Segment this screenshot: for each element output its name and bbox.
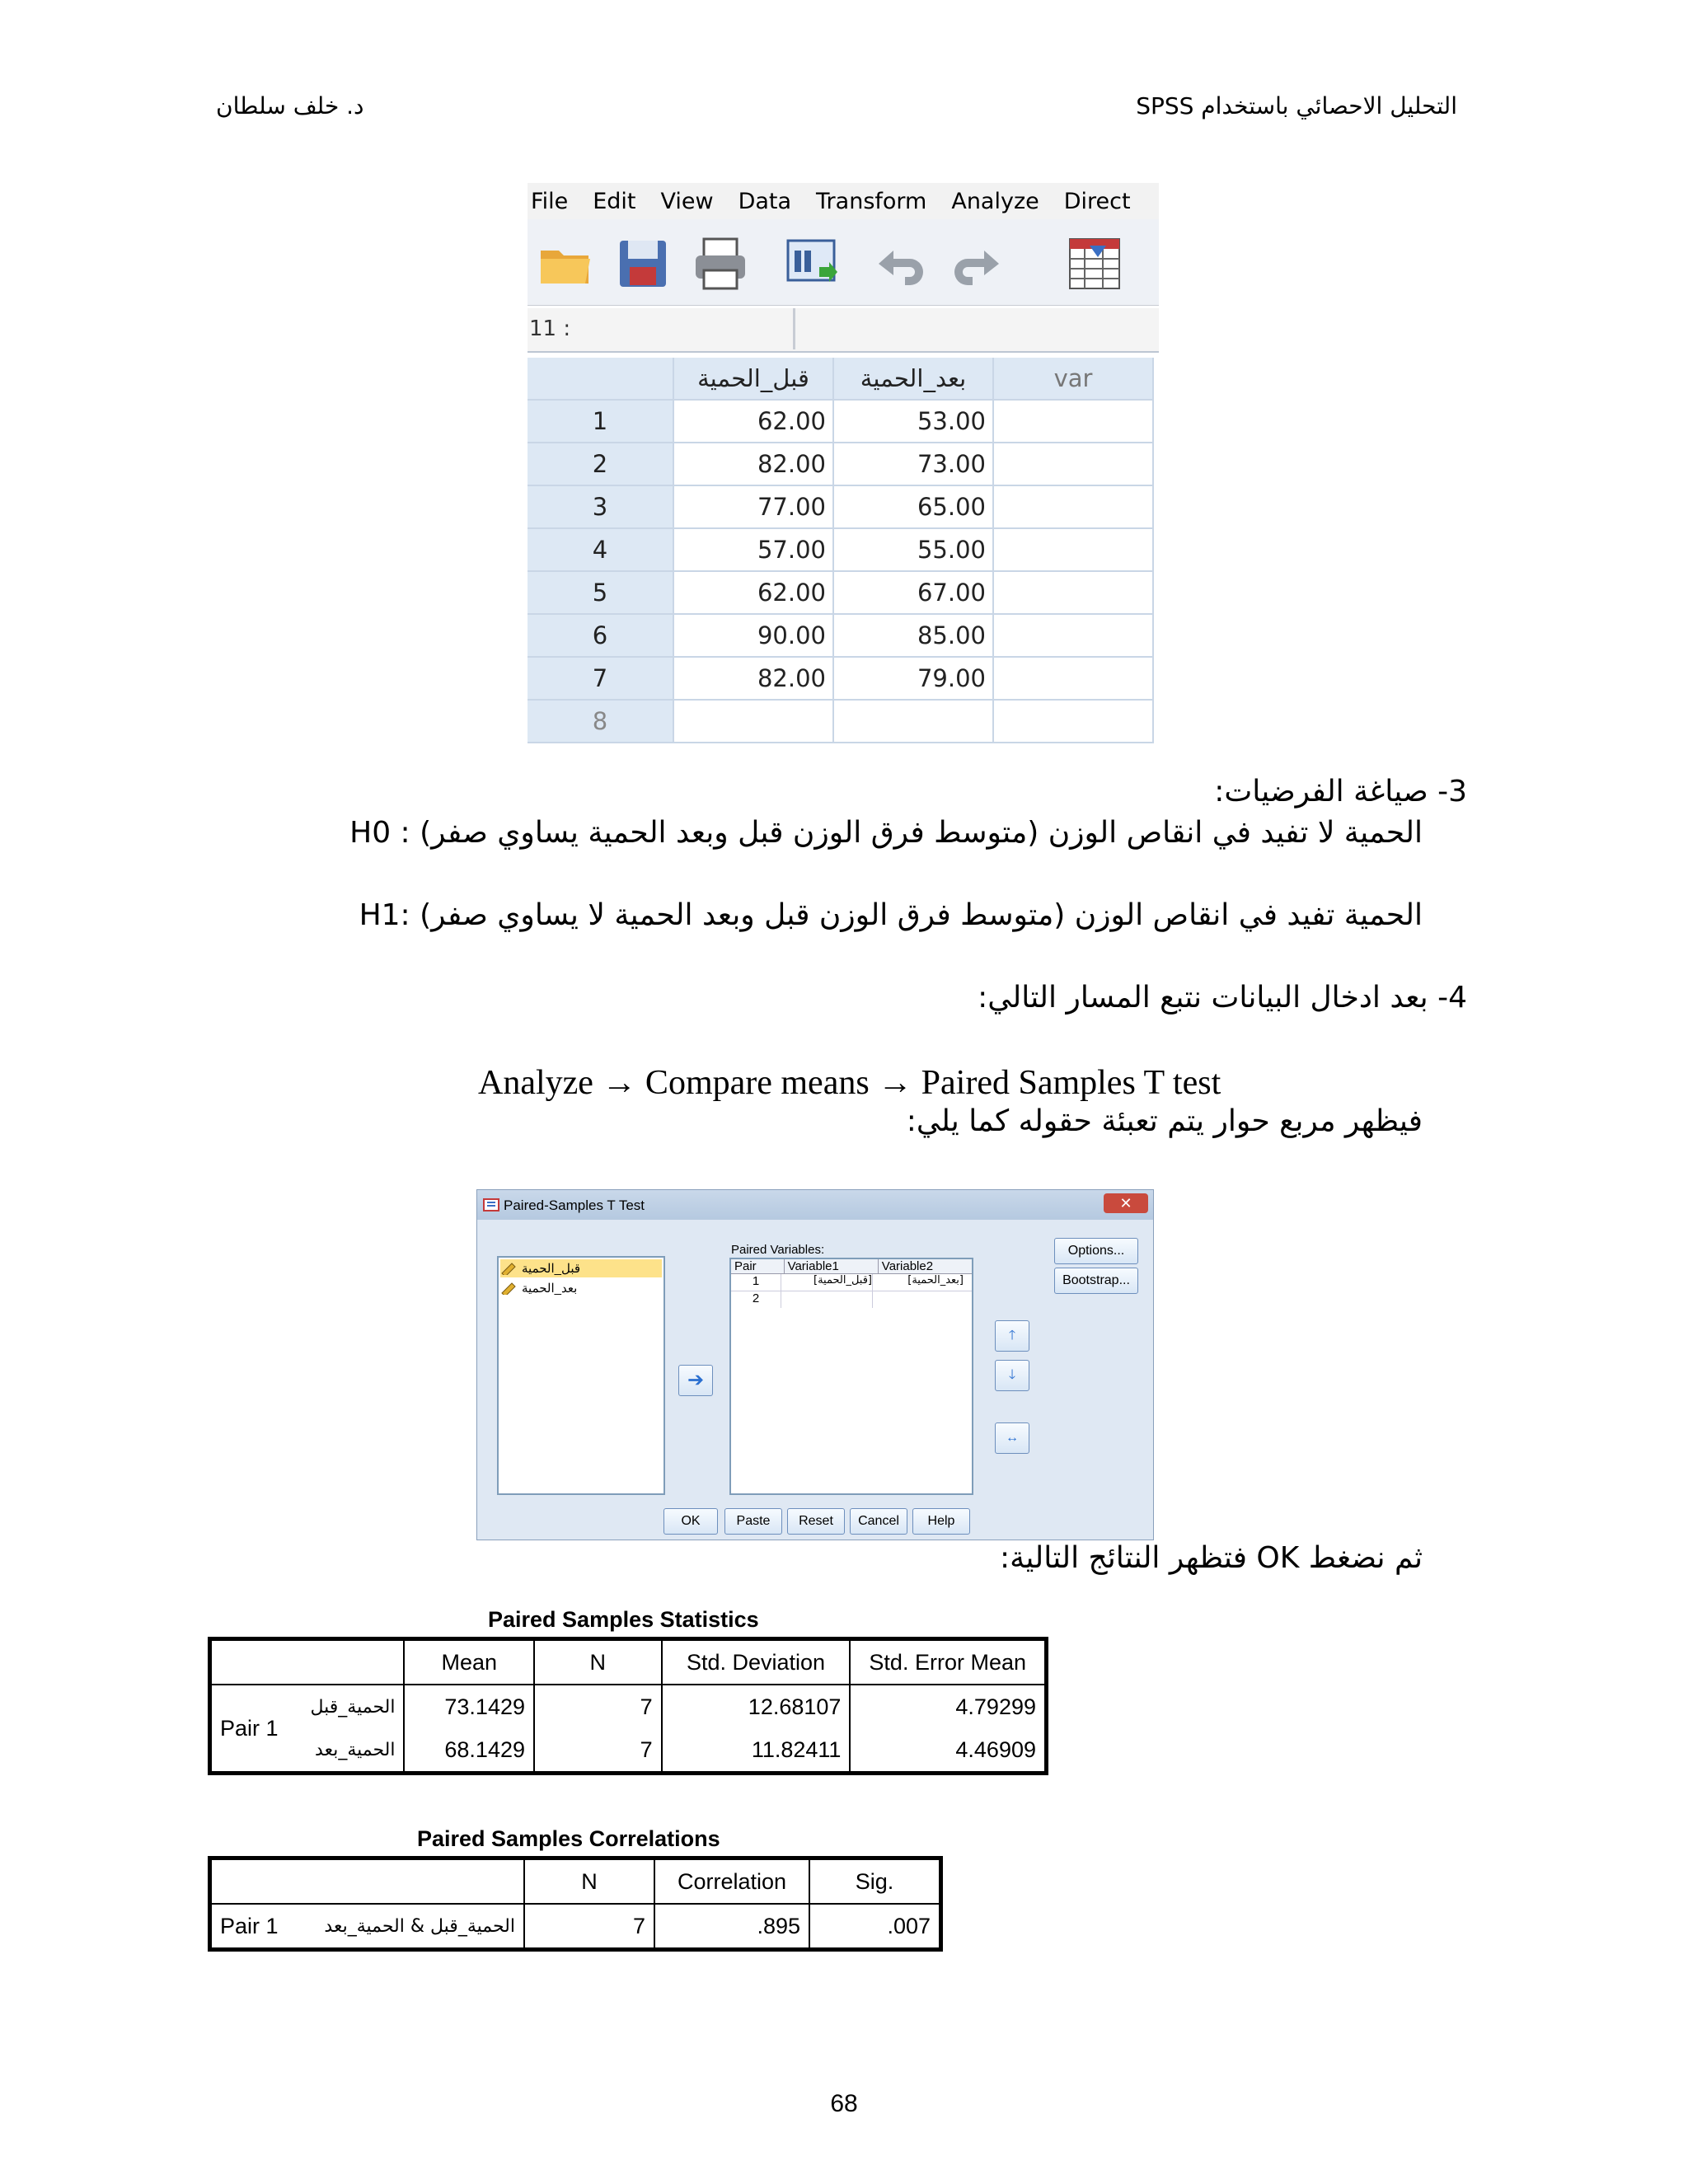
menu-bar xyxy=(528,183,1159,219)
data-cell[interactable]: 62.00 xyxy=(674,572,834,615)
table-row[interactable] xyxy=(731,1291,972,1308)
cell-bar xyxy=(528,308,1159,353)
row-label: الحمية_بعد xyxy=(302,1728,404,1774)
data-cell[interactable] xyxy=(994,486,1154,529)
paired-header-row xyxy=(731,1259,972,1274)
data-cell[interactable]: 67.00 xyxy=(834,572,994,615)
data-cell[interactable]: 62.00 xyxy=(674,401,834,443)
list-item[interactable] xyxy=(500,1259,662,1277)
dialog-title-bar xyxy=(477,1190,1153,1220)
pair-variable1: [قبل_الحمية] xyxy=(781,1274,873,1291)
stats-header-row xyxy=(210,1639,1047,1685)
spss-data-editor xyxy=(528,183,1159,752)
data-cell[interactable]: 57.00 xyxy=(674,529,834,572)
table-row xyxy=(528,443,1159,486)
n-value: 7 xyxy=(524,1904,654,1950)
print-icon[interactable] xyxy=(691,234,750,293)
corr-table xyxy=(208,1856,943,1952)
source-variable-list[interactable] xyxy=(497,1256,665,1495)
paste-button[interactable]: Paste xyxy=(724,1508,782,1535)
reset-button[interactable]: Reset xyxy=(787,1508,845,1535)
table-row xyxy=(528,658,1159,701)
correlation-value: .895 xyxy=(654,1904,809,1950)
table-row xyxy=(528,401,1159,443)
data-cell[interactable]: 90.00 xyxy=(674,615,834,658)
move-down-button[interactable]: 🡓 xyxy=(995,1360,1029,1391)
move-right-button[interactable]: ➔ xyxy=(678,1365,713,1396)
table-row xyxy=(210,1904,941,1950)
options-button[interactable]: Options... xyxy=(1054,1238,1138,1264)
dialog-title: Paired-Samples T Test xyxy=(504,1197,645,1213)
data-cell[interactable]: 82.00 xyxy=(674,443,834,486)
row-number[interactable]: 6 xyxy=(528,615,674,658)
table-row xyxy=(528,572,1159,615)
table-row xyxy=(210,1728,1047,1774)
pair-header: Pair xyxy=(731,1259,785,1273)
data-cell[interactable]: 53.00 xyxy=(834,401,994,443)
std-dev-value: 11.82411 xyxy=(662,1728,851,1774)
corr-table-title: Paired Samples Correlations xyxy=(417,1826,720,1851)
data-cell[interactable]: 82.00 xyxy=(674,658,834,701)
sig-value: .007 xyxy=(809,1904,941,1950)
swap-button[interactable]: ↔ xyxy=(995,1422,1029,1454)
dialog-intro: فيظهر مربع حوار يتم تعبئة حقوله كما يلي: xyxy=(906,1104,1423,1138)
n-value: 7 xyxy=(534,1685,662,1728)
row-number[interactable]: 4 xyxy=(528,529,674,572)
table-row xyxy=(528,529,1159,572)
save-icon[interactable] xyxy=(613,234,673,293)
column-header[interactable]: بعد_الحمية xyxy=(834,358,994,401)
mean-value: 68.1429 xyxy=(404,1728,534,1774)
data-cell[interactable] xyxy=(994,529,1154,572)
pair-number: 1 xyxy=(731,1274,781,1291)
menu-direct[interactable]: Direct xyxy=(1063,188,1131,214)
data-cell[interactable] xyxy=(834,701,994,743)
menu-view[interactable]: View xyxy=(660,188,714,214)
ok-instruction: ثم نضغط OK فتظهر النتائج التالية: xyxy=(1000,1541,1423,1575)
data-cell[interactable] xyxy=(994,572,1154,615)
table-row[interactable] xyxy=(731,1274,972,1291)
std-dev-value: 12.68107 xyxy=(662,1685,851,1728)
variable1-header: Variable1 xyxy=(785,1259,879,1273)
move-up-button[interactable]: 🡑 xyxy=(995,1320,1029,1352)
data-grid xyxy=(528,358,1159,743)
data-cell[interactable] xyxy=(994,701,1154,743)
header-correlation: Correlation xyxy=(654,1858,809,1905)
pair-variable2: [بعد_الحمية] xyxy=(907,1274,964,1286)
data-cell[interactable]: 65.00 xyxy=(834,486,994,529)
header-n: N xyxy=(524,1858,654,1905)
menu-path: Analyze → Compare means → Paired Samples T test xyxy=(478,1064,1221,1102)
n-value: 7 xyxy=(534,1728,662,1774)
list-item[interactable] xyxy=(500,1279,662,1297)
menu-analyze[interactable]: Analyze xyxy=(951,188,1039,214)
pair-number: 2 xyxy=(731,1291,781,1308)
row-number[interactable]: 1 xyxy=(528,401,674,443)
row-number[interactable]: 7 xyxy=(528,658,674,701)
data-cell[interactable]: 85.00 xyxy=(834,615,994,658)
menu-data[interactable]: Data xyxy=(738,188,792,214)
header-n: N xyxy=(534,1639,662,1685)
grid-header-row xyxy=(528,358,1159,401)
std-error-value: 4.46909 xyxy=(850,1728,1046,1774)
goto-case-icon[interactable] xyxy=(1065,234,1124,293)
hypothesis-h0: H0 : الحمية لا تفيد في انقاص الوزن (متوسط فرق الوزن قبل وبعد الحمية يساوي صفر) xyxy=(349,816,1423,850)
data-cell[interactable]: 77.00 xyxy=(674,486,834,529)
data-cell[interactable] xyxy=(674,701,834,743)
section-4-title: 4- بعد ادخال البيانات نتبع المسار التالي: xyxy=(978,981,1467,1015)
table-row xyxy=(528,615,1159,658)
menu-edit[interactable]: Edit xyxy=(593,188,636,214)
pair-label: Pair 1 xyxy=(210,1685,302,1774)
scale-variable-icon xyxy=(500,1262,517,1275)
column-header[interactable]: قبل_الحمية xyxy=(674,358,834,401)
data-cell[interactable]: 79.00 xyxy=(834,658,994,701)
row-number[interactable]: 5 xyxy=(528,572,674,615)
dialog-app-icon xyxy=(482,1196,500,1214)
close-button[interactable]: ✕ xyxy=(1104,1193,1148,1213)
header-std-dev: Std. Deviation xyxy=(662,1639,851,1685)
mean-value: 73.1429 xyxy=(404,1685,534,1728)
row-number[interactable]: 8 xyxy=(528,701,674,743)
page-number: 68 xyxy=(830,2090,858,2117)
scale-variable-icon xyxy=(500,1282,517,1295)
pair-variable1 xyxy=(781,1291,873,1308)
header-sig: Sig. xyxy=(809,1858,941,1905)
data-cell[interactable] xyxy=(994,401,1154,443)
pair-variable2 xyxy=(873,1291,964,1308)
header-author: د. خلف سلطان xyxy=(216,92,364,120)
std-error-value: 4.79299 xyxy=(850,1685,1046,1728)
data-cell[interactable]: 55.00 xyxy=(834,529,994,572)
redo-icon[interactable] xyxy=(948,234,1007,293)
help-button[interactable]: Help xyxy=(912,1508,970,1535)
table-row xyxy=(528,486,1159,529)
header-title: التحليل الاحصائي باستخدام SPSS xyxy=(1136,92,1457,120)
stats-table-title: Paired Samples Statistics xyxy=(488,1607,759,1632)
recall-dialog-icon[interactable] xyxy=(783,234,842,293)
toolbar xyxy=(528,219,1159,306)
section-3-title: 3- صياغة الفرضيات: xyxy=(1214,775,1467,808)
row-label: الحمية_قبل xyxy=(302,1685,404,1728)
row-number[interactable]: 2 xyxy=(528,443,674,486)
header-mean: Mean xyxy=(404,1639,534,1685)
data-cell[interactable] xyxy=(994,615,1154,658)
variable-name: قبل_الحمية xyxy=(522,1262,581,1276)
paired-variables-label: Paired Variables: xyxy=(731,1243,825,1257)
corr-header-row xyxy=(210,1858,941,1905)
data-cell[interactable] xyxy=(994,443,1154,486)
corner-cell xyxy=(528,358,674,401)
table-row xyxy=(210,1685,1047,1728)
bootstrap-button[interactable]: Bootstrap... xyxy=(1054,1268,1138,1294)
header-std-error: Std. Error Mean xyxy=(850,1639,1046,1685)
pair-label: Pair 1 xyxy=(210,1904,303,1950)
paired-variables-table[interactable] xyxy=(729,1258,973,1495)
hypothesis-h1: H1: الحمية تفيد في انقاص الوزن (متوسط فرق الوزن قبل وبعد الحمية لا يساوي صفر) xyxy=(359,898,1423,932)
open-folder-icon[interactable] xyxy=(536,234,595,293)
variable-name: بعد_الحمية xyxy=(522,1282,578,1296)
row-number[interactable]: 3 xyxy=(528,486,674,529)
ok-button[interactable]: OK xyxy=(663,1508,718,1535)
menu-file[interactable]: File xyxy=(531,188,569,214)
variable2-header: Variable2 xyxy=(881,1259,934,1273)
cell-reference: 11 : xyxy=(528,308,795,349)
paired-t-test-dialog xyxy=(476,1189,1154,1540)
data-cell[interactable]: 73.00 xyxy=(834,443,994,486)
stats-table xyxy=(208,1637,1048,1775)
table-row xyxy=(528,701,1159,743)
row-label: الحمية_قبل & الحمية_بعد xyxy=(302,1904,524,1950)
cancel-button[interactable]: Cancel xyxy=(850,1508,907,1535)
data-cell[interactable] xyxy=(994,658,1154,701)
column-header[interactable]: var xyxy=(994,358,1154,401)
undo-icon[interactable] xyxy=(870,234,930,293)
menu-transform[interactable]: Transform xyxy=(816,188,927,214)
